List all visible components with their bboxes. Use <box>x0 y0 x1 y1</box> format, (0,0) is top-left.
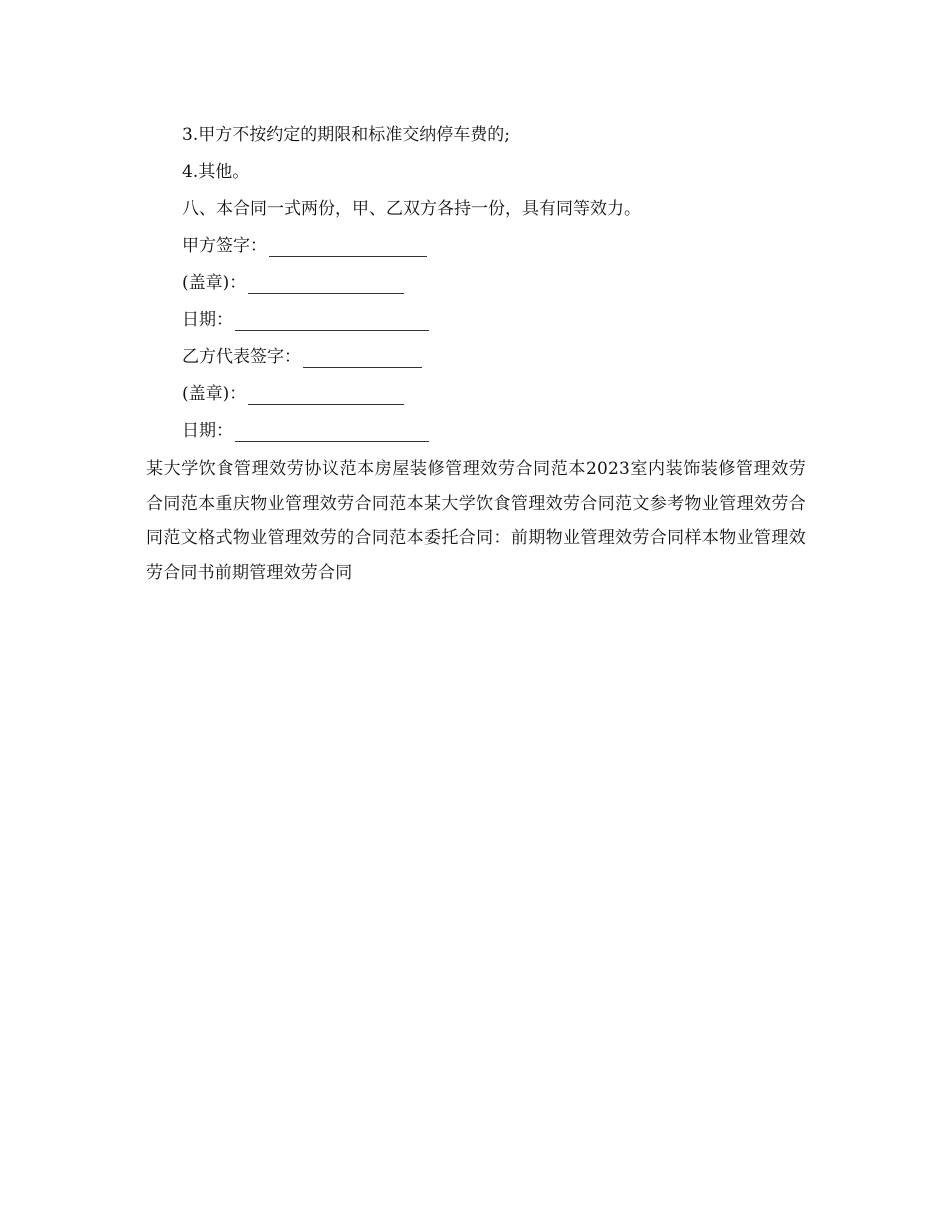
party-b-signature-label: 乙方代表签字： <box>182 347 301 367</box>
party-a-signature-label: 甲方签字： <box>182 236 267 256</box>
clause-4: 4.其他。 <box>182 162 250 182</box>
party-b-seal-line <box>146 376 806 413</box>
party-a-date-label: 日期： <box>182 310 233 330</box>
related-documents-text: 某大学饮食管理效劳协议范本房屋装修管理效劳合同范本2023室内装饰装修管理效劳合同范本重庆物业管理效劳合同范本某大学饮食管理效劳合同范文参考物业管理效劳合同范文格式物业管理效劳的合同范本委托合同：前期物业管理效劳合同样本物业管理效劳合同书前期管理效劳合同 <box>146 459 806 583</box>
party-b-date-line <box>146 413 806 450</box>
party-b-signature-blank <box>303 339 422 368</box>
party-a-date-blank <box>235 302 429 331</box>
clause-3: 3.甲方不按约定的期限和标准交纳停车费的; <box>182 125 510 145</box>
document-body <box>146 117 806 590</box>
party-b-date-label: 日期： <box>182 421 233 441</box>
party-b-seal-blank <box>248 376 404 405</box>
party-b-date-blank <box>235 413 429 442</box>
clause-8: 八、本合同一式两份，甲、乙双方各持一份，具有同等效力。 <box>182 199 641 219</box>
party-a-signature-blank <box>269 228 427 257</box>
party-a-seal-line <box>146 265 806 302</box>
party-a-seal-label: (盖章)： <box>182 273 247 293</box>
party-b-seal-label: (盖章)： <box>182 384 247 404</box>
party-a-signature-line <box>146 228 806 265</box>
party-b-signature-line <box>146 339 806 376</box>
party-a-seal-blank <box>248 265 404 294</box>
party-a-date-line <box>146 302 806 339</box>
